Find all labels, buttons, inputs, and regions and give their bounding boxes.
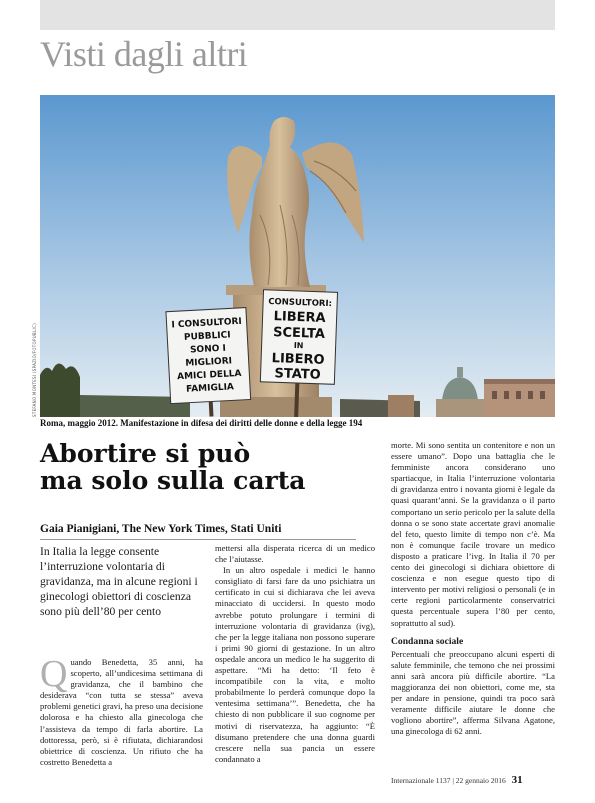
sign-right-line: LIBERO <box>271 351 325 368</box>
article-headline <box>40 440 370 494</box>
article-lede: In Italia la legge consente l’interruzione volontaria di gravidanza, ma in alcune regioni i ginecologi obiettori di coscienza sono più dell’80 per cento <box>40 545 198 618</box>
body-paragraph: Percentuali che preoccupano alcuni esperti di salute femminile, che temono che nei prossimi anni sarà ancora più difficile abortire. “La maggioranza dei non obiettori, come me, sta per andare in pensione, quindi tra poco sarà veramente difficile aiutare le donne che vogliono abortire”, afferma Silvana Agatone, una ginecologa di 62 anni. <box>391 648 555 737</box>
issue-date: 22 gennaio 2016 <box>455 776 506 785</box>
sign-right-line: CONSULTORI: <box>268 296 333 310</box>
headline-line-1: Abortire si può <box>40 439 251 468</box>
section-kicker: Visti dagli altri <box>40 34 248 74</box>
body-paragraph: morte. Mi sono sentita un contenitore e non un essere umano”. Dopo una battaglia che le femministe ancora considerano uno spartiacque, in Italia l’interruzione volontaria di gravidanza entro i novanta giorni è legale da quasi quarant’anni. Se la gravidanza o il parto comportano un serio pericolo per la salute della donna o se sono state accertate gravi anomalie del feto, questo limite di tempo non c’è. Ma non è comunque facile trovare un medico disposto a praticare l’ivg. In Italia il 70 per cento dei ginecologi si dichiara obiettore di coscienza e non esegue questo tipo di intervento per motivi religiosi o personali (e in certe regioni particolarmente conservatrici questa percentuale supera l’80 per cento, soprattutto al sud). <box>391 440 555 628</box>
sign-left-line: PUBBLICI <box>183 330 231 343</box>
byline-rule <box>40 539 356 540</box>
sign-right-line: IN <box>293 340 304 351</box>
body-paragraph: In un altro ospedale i medici le hanno consigliato di farsi fare da uno psichiatra un certificato in cui si dichiarava che lei aveva minacciato di uccidersi. In questo modo avrebbe potuto prolungare i termini di interruzione volontaria di gravidanza (ivg), che per la legge italiana non possono superare i primi 90 giorni di gestazione. In un altro ospedale ancora un medico le ha suggerito di aspettare. “Mi ha detto: ‘Il feto è incompatibile con la vita, e molto probabilmente lo perderà comunque dopo la ventesima settimana’”. Benedetta, che ha chiesto di non pubblicare il suo cognome per motivi di riservatezza, ha aggiunto: “È disumano pretendere che una donna guardi crescere nella sua pancia un essere condannato a <box>215 565 375 764</box>
sign-left-line: MIGLIORI <box>185 356 233 369</box>
top-banner <box>40 0 555 30</box>
article-photo <box>40 95 555 417</box>
sign-right-line: SCELTA <box>272 325 326 342</box>
column-2 <box>215 543 375 765</box>
footer-separator: | <box>452 776 454 785</box>
drop-cap: Q <box>40 653 68 695</box>
body-paragraph: uando Benedetta, 35 anni, ha scoperto, all’undicesima settimana di gravidanza, che il bambino che desiderava “con tutta se stessa” aveva problemi genetici gravi, ha preso una decisione dolorosa e ha chiesto alla ginecologa che l’assisteva da tempo di farla abortire. La dottoressa, però, si è rifiutata, dichiarandosi obiettrice di coscienza. Un rifiuto che ha costretto Benedetta a <box>40 657 203 767</box>
sign-left-line: AMICI DELLA <box>176 368 242 383</box>
photo-credit: STEFANO MONTESI (SPAZIO/FOTOPUBLIC) <box>32 323 37 417</box>
headline-line-2: ma solo sulla carta <box>40 466 306 495</box>
body-paragraph: mettersi alla disperata ricerca di un medico che l’aiutasse. <box>215 543 375 565</box>
column-1 <box>40 653 203 768</box>
page-footer <box>391 774 555 786</box>
column-3 <box>391 440 555 737</box>
sign-left-line: SONO I <box>189 343 227 356</box>
sign-left-line: FAMIGLIA <box>185 382 235 395</box>
sign-right-line: LIBERA <box>273 309 326 326</box>
sign-left-line: I CONSULTORI <box>171 316 243 331</box>
photo-caption: Roma, maggio 2012. Manifestazione in difesa dei diritti delle donne e della legge 194 <box>40 418 363 428</box>
sign-right-line: STATO <box>274 366 321 383</box>
article-byline: Gaia Pianigiani, The New York Times, Stati Uniti <box>40 523 282 535</box>
page-number: 31 <box>511 774 523 786</box>
magazine-issue: Internazionale 1137 <box>391 776 451 785</box>
section-subhead: Condanna sociale <box>391 635 464 647</box>
